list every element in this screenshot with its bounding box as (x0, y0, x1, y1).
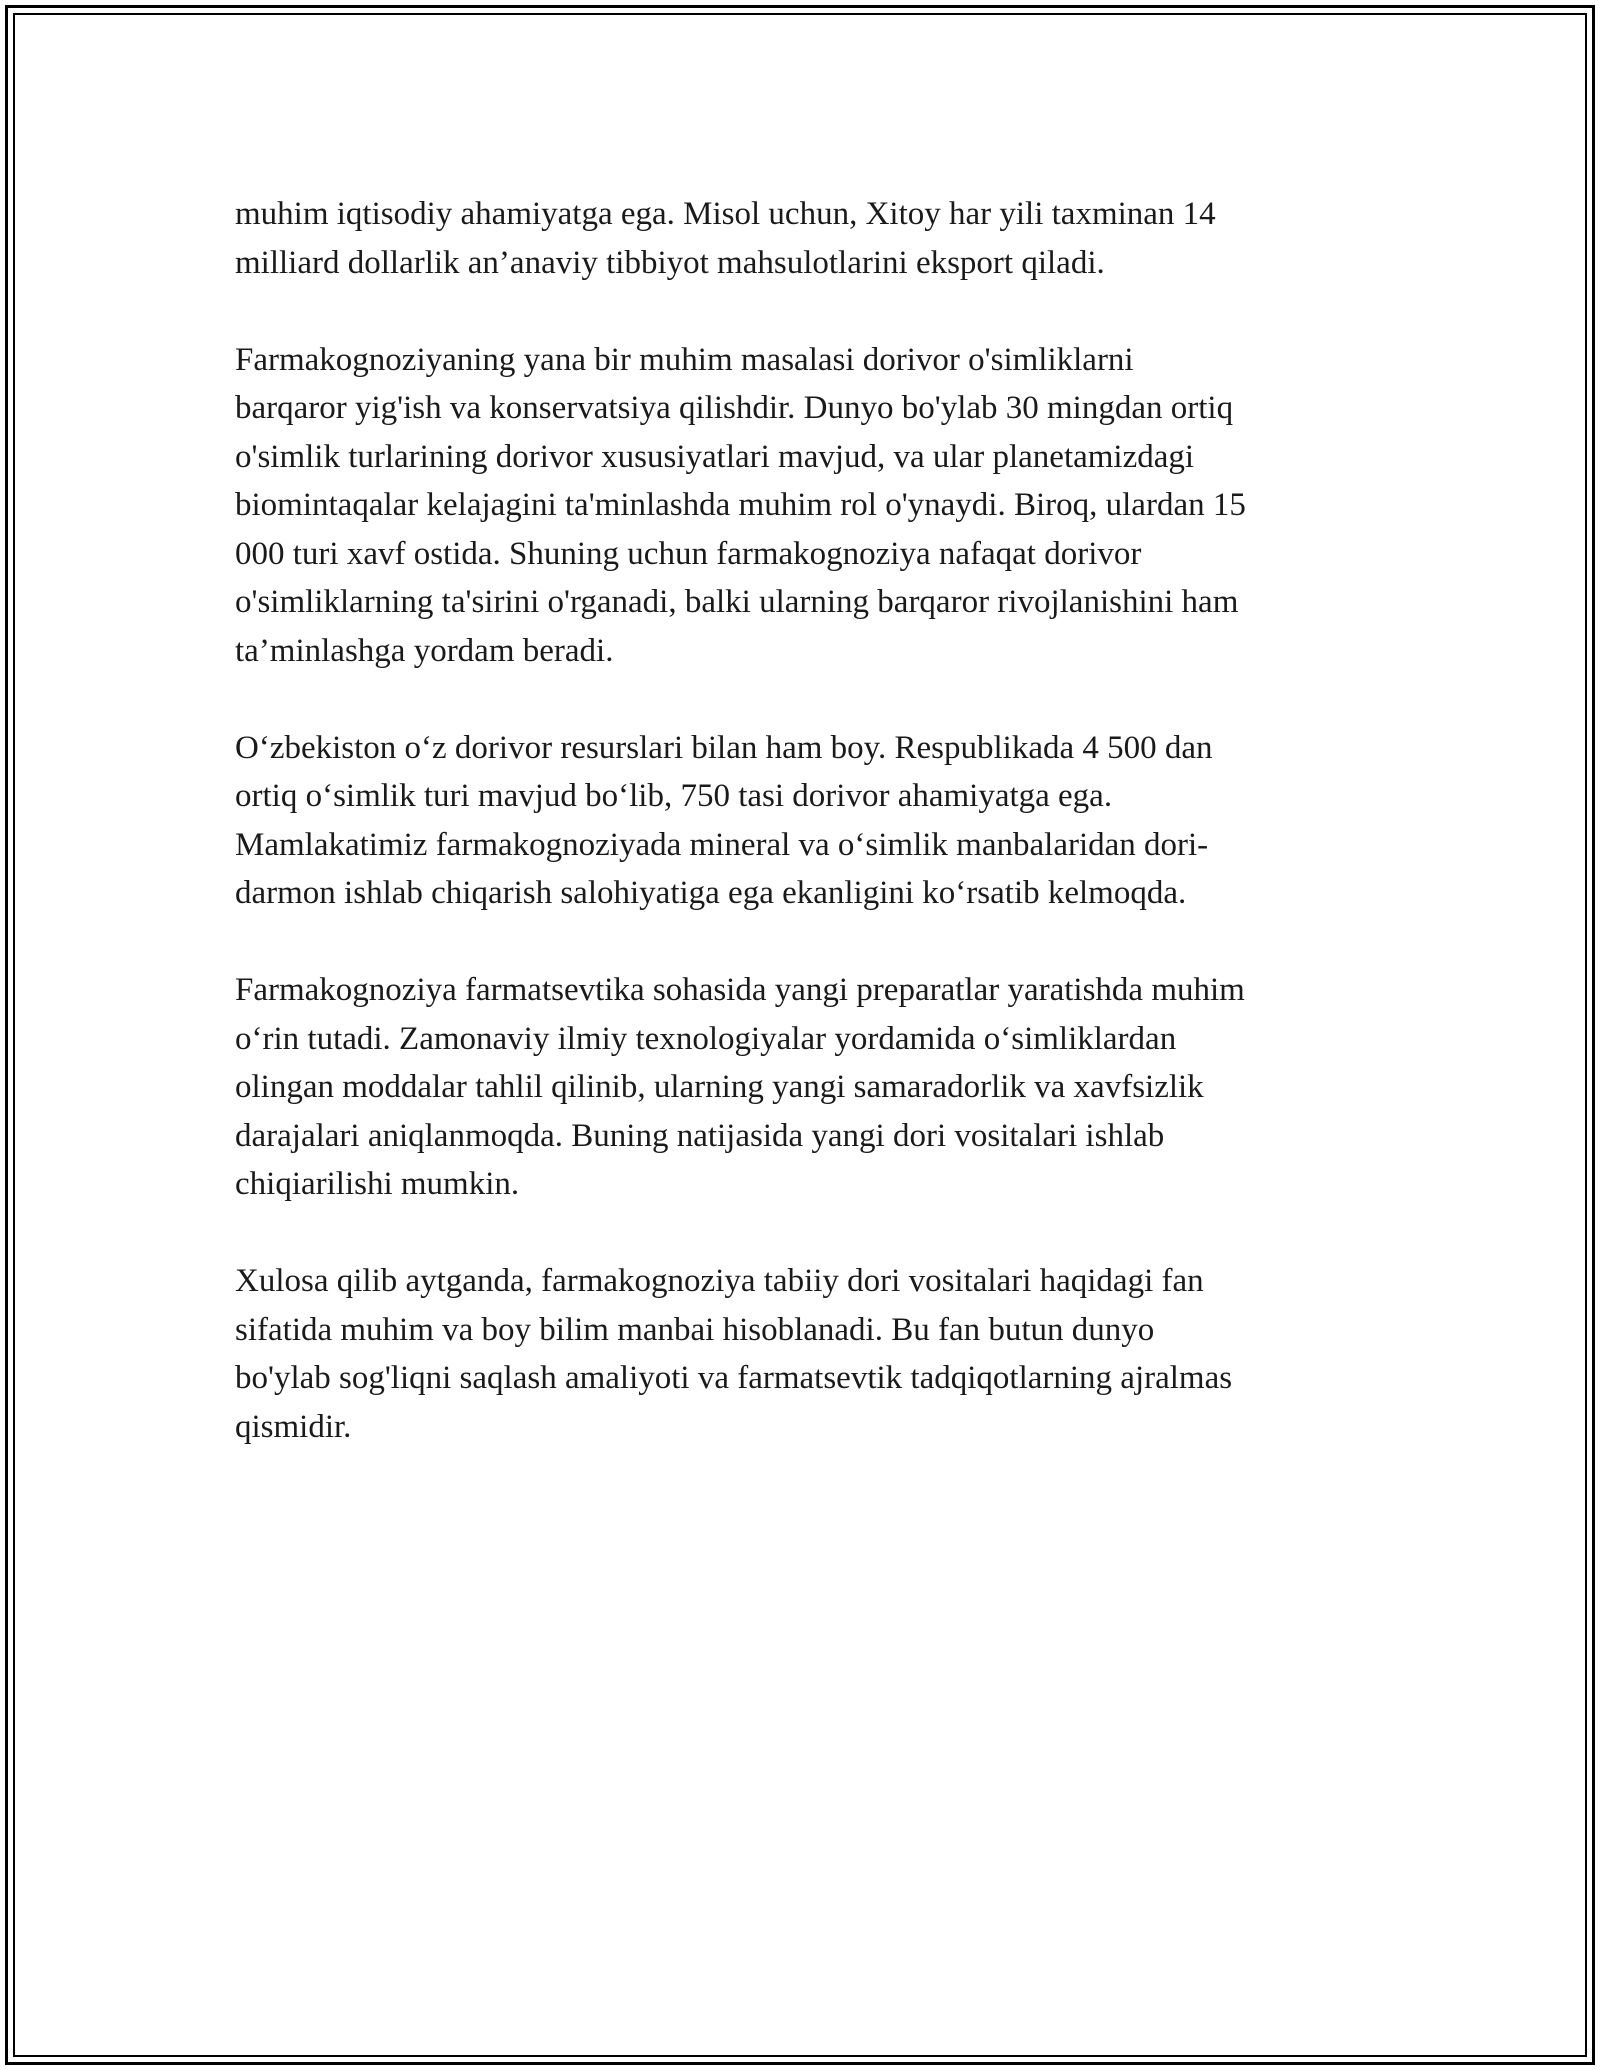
text-line: biomintaqalar kelajagini ta'minlashda muhim rol o'ynaydi. Biroq, ulardan 15 (235, 487, 1246, 523)
paragraph (235, 724, 1375, 918)
text-line: Farmakognoziya farmatsevtika sohasida yangi preparatlar yaratishda muhim (235, 972, 1245, 1008)
paragraph (235, 336, 1375, 676)
text-line: Xulosa qilib aytganda, farmakognoziya tabiiy dori vositalari haqidagi fan (235, 1263, 1204, 1299)
document-body (235, 190, 1375, 1500)
text-line: barqaror yig'ish va konservatsiya qilishdir. Dunyo bo'ylab 30 mingdan ortiq (235, 390, 1234, 426)
text-line: o'simlik turlarining dorivor xususiyatlari mavjud, va ular planetamizdagi (235, 438, 1195, 475)
text-line: ortiq o‘simlik turi mavjud bo‘lib, 750 tasi dorivor ahamiyatga ega. (235, 778, 1113, 814)
text-line: muhim iqtisodiy ahamiyatga ega. Misol uchun, Xitoy har yili taxminan 14 (235, 196, 1216, 232)
text-line: Mamlakatimiz farmakognoziyada mineral va o‘simlik manbalaridan dori- (235, 826, 1209, 863)
text-line: o‘rin tutadi. Zamonaviy ilmiy texnologiyalar yordamida o‘simliklardan (235, 1020, 1177, 1057)
text-line: sifatida muhim va boy bilim manbai hisoblanadi. Bu fan butun dunyo (235, 1311, 1155, 1348)
text-line: bo'ylab sog'liqni saqlash amaliyoti va farmatsevtik tadqiqotlarning ajralmas (235, 1360, 1233, 1396)
text-line: ta’minlashga yordam beradi. (235, 632, 614, 669)
text-line: O‘zbekiston o‘z dorivor resurslari bilan ham boy. Respublikada 4 500 dan (235, 729, 1213, 766)
text-line: olingan moddalar tahlil qilinib, ularning yangi samaradorlik va xavfsizlik (235, 1069, 1204, 1105)
text-line: darmon ishlab chiqarish salohiyatiga ega ekanligini ko‘rsatib kelmoqda. (235, 875, 1187, 911)
text-line: o'simliklarning ta'sirini o'rganadi, balki ularning barqaror rivojlanishini ham (235, 584, 1239, 620)
text-line: qismidir. (235, 1408, 352, 1445)
text-line: chiqiarilishi mumkin. (235, 1166, 520, 1202)
paragraph (235, 1257, 1375, 1451)
paragraph (235, 966, 1375, 1209)
text-line: 000 turi xavf ostida. Shuning uchun farmakognoziya nafaqat dorivor (235, 535, 1142, 572)
text-line: milliard dollarlik an’anaviy tibbiyot mahsulotlarini eksport qiladi. (235, 244, 1105, 281)
text-line: Farmakognoziyaning yana bir muhim masalasi dorivor o'simliklarni (235, 341, 1134, 378)
paragraph (235, 190, 1375, 287)
text-line: darajalari aniqlanmoqda. Buning natijasida yangi dori vositalari ishlab (235, 1117, 1165, 1154)
